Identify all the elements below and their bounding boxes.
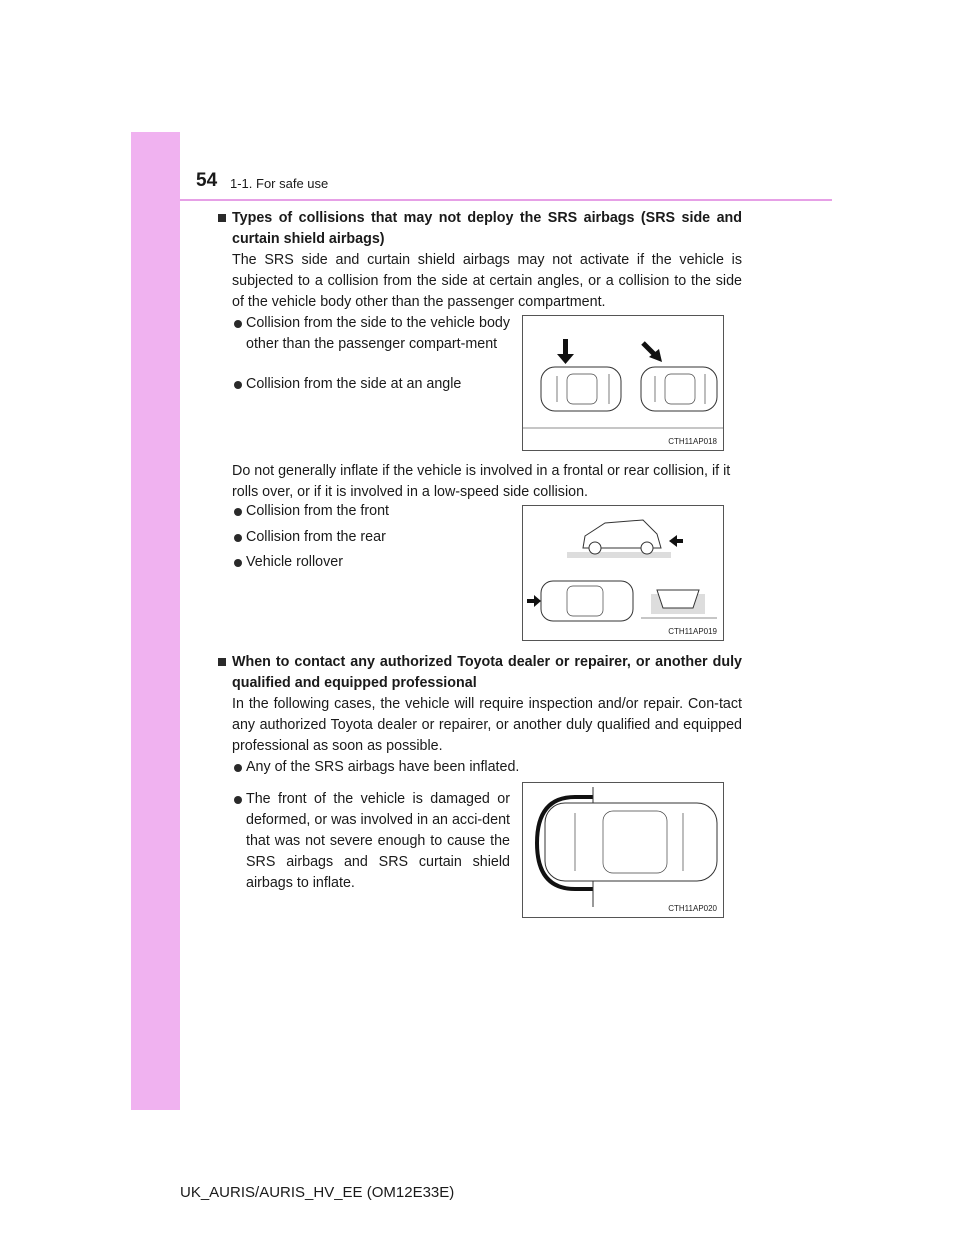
- section-title: 1-1. For safe use: [230, 176, 329, 191]
- list-item: The front of the vehicle is damaged or deformed, or was involved in an acci-dent that was not severe enough to cause the SRS airbags and SRS curtain shield airbags to inflate.: [246, 791, 510, 891]
- list-item: Collision from the side at an angle: [246, 376, 462, 392]
- figure-side-collision: [522, 315, 724, 451]
- section-heading: Types of collisions that may not deploy the SRS airbags (SRS side and curtain shield airbags): [232, 210, 742, 247]
- bullet-icon: [234, 764, 242, 772]
- bullet-icon: [234, 534, 242, 542]
- car-diagram-icon: [523, 506, 723, 640]
- square-bullet-icon: [218, 658, 226, 666]
- paragraph: Do not generally inflate if the vehicle is involved in a frontal or rear collision, if it rolls over, or if it is involved in a low-speed side collision.: [232, 463, 731, 500]
- bullet-icon: [234, 508, 242, 516]
- list-item: Collision from the rear: [246, 529, 386, 545]
- car-diagram-icon: [523, 783, 723, 917]
- sidebar-tab: [131, 132, 180, 1110]
- figure-front-damage: [522, 782, 724, 918]
- bullet-icon: [234, 559, 242, 567]
- bullet-icon: [234, 381, 242, 389]
- bullet-icon: [234, 796, 242, 804]
- section-heading: When to contact any authorized Toyota dealer or repairer, or another duly qualified and equipped professional: [232, 654, 742, 691]
- list-item: Any of the SRS airbags have been inflated.: [246, 759, 520, 775]
- figure-code: CTH11AP019: [668, 627, 717, 636]
- list-item: Collision from the side to the vehicle body other than the passenger compart-ment: [246, 315, 510, 352]
- footer-code: UK_AURIS/AURIS_HV_EE (OM12E33E): [180, 1184, 455, 1201]
- square-bullet-icon: [218, 214, 226, 222]
- paragraph: The SRS side and curtain shield airbags may not activate if the vehicle is subjected to a collision from the side at certain angles, or a collision to the side of the vehicle body other than the passenger compartment.: [232, 252, 742, 310]
- paragraph: In the following cases, the vehicle will require inspection and/or repair. Con-tact any authorized Toyota dealer or repairer, or another duly qualified and equipped professional as soon as possible.: [232, 696, 742, 754]
- list-item: Vehicle rollover: [246, 554, 343, 570]
- figure-code: CTH11AP018: [668, 437, 717, 446]
- car-diagram-icon: [523, 316, 723, 450]
- bullet-icon: [234, 320, 242, 328]
- page-number: 54: [196, 170, 218, 191]
- header-rule: [180, 199, 832, 201]
- figure-front-rear-rollover: [522, 505, 724, 641]
- figure-code: CTH11AP020: [668, 904, 717, 913]
- list-item: Collision from the front: [246, 503, 390, 519]
